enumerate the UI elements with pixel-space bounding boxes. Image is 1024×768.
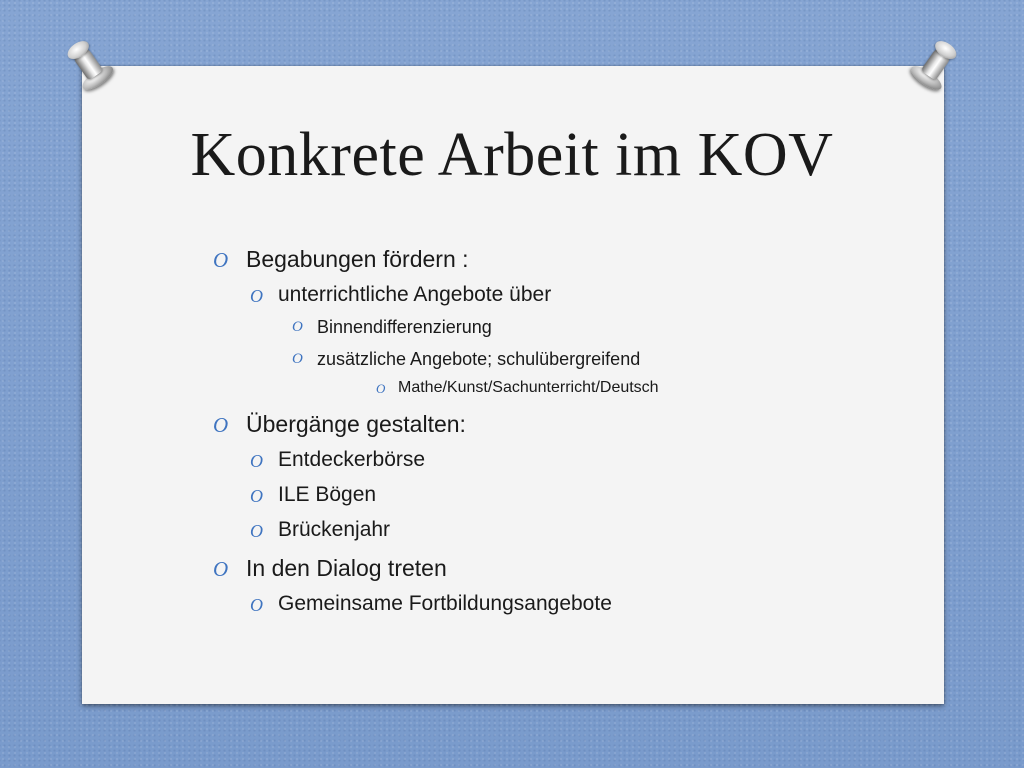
bullet-text: In den Dialog treten [246,555,447,581]
bullet-item [213,411,466,438]
bullet-text: Mathe/Kunst/Sachunterricht/Deutsch [398,379,659,396]
bullet-text: Übergänge gestalten: [246,411,466,437]
bullet-marker-icon: O [250,286,263,306]
bullet-marker-icon: O [213,557,229,581]
bullet-marker-icon: O [250,595,263,615]
bullet-item [376,379,659,397]
bullet-item [250,283,552,307]
bullet-text: Brückenjahr [278,518,391,541]
bullet-item [213,555,447,582]
slide-title: Konkrete Arbeit im KOV [190,121,834,189]
bullet-marker-icon: O [250,486,263,506]
bullet-marker-icon: O [250,521,263,541]
bullet-marker-icon: O [292,351,303,367]
bullet-item [250,592,612,616]
bullet-text: unterrichtliche Angebote über [278,283,552,306]
bullet-marker-icon: O [292,319,303,335]
bullet-text: zusätzliche Angebote; schulübergreifend [317,349,641,369]
bullet-item [292,349,641,370]
bullet-text: Entdeckerbörse [278,448,426,471]
bullet-item [250,483,377,507]
bullet-text: ILE Bögen [278,483,377,506]
bullet-text: Gemeinsame Fortbildungsangebote [278,592,612,615]
bullet-text: Begabungen fördern : [246,246,469,272]
bullet-item [213,246,469,273]
bullet-item [292,317,492,338]
bullet-text: Binnendifferenzierung [317,317,492,337]
bullet-item [250,448,426,472]
bullet-item [250,518,391,542]
bullet-marker-icon: O [213,413,229,437]
bullet-marker-icon: O [376,381,386,396]
bullet-marker-icon: O [250,451,263,471]
bullet-marker-icon: O [213,248,229,272]
